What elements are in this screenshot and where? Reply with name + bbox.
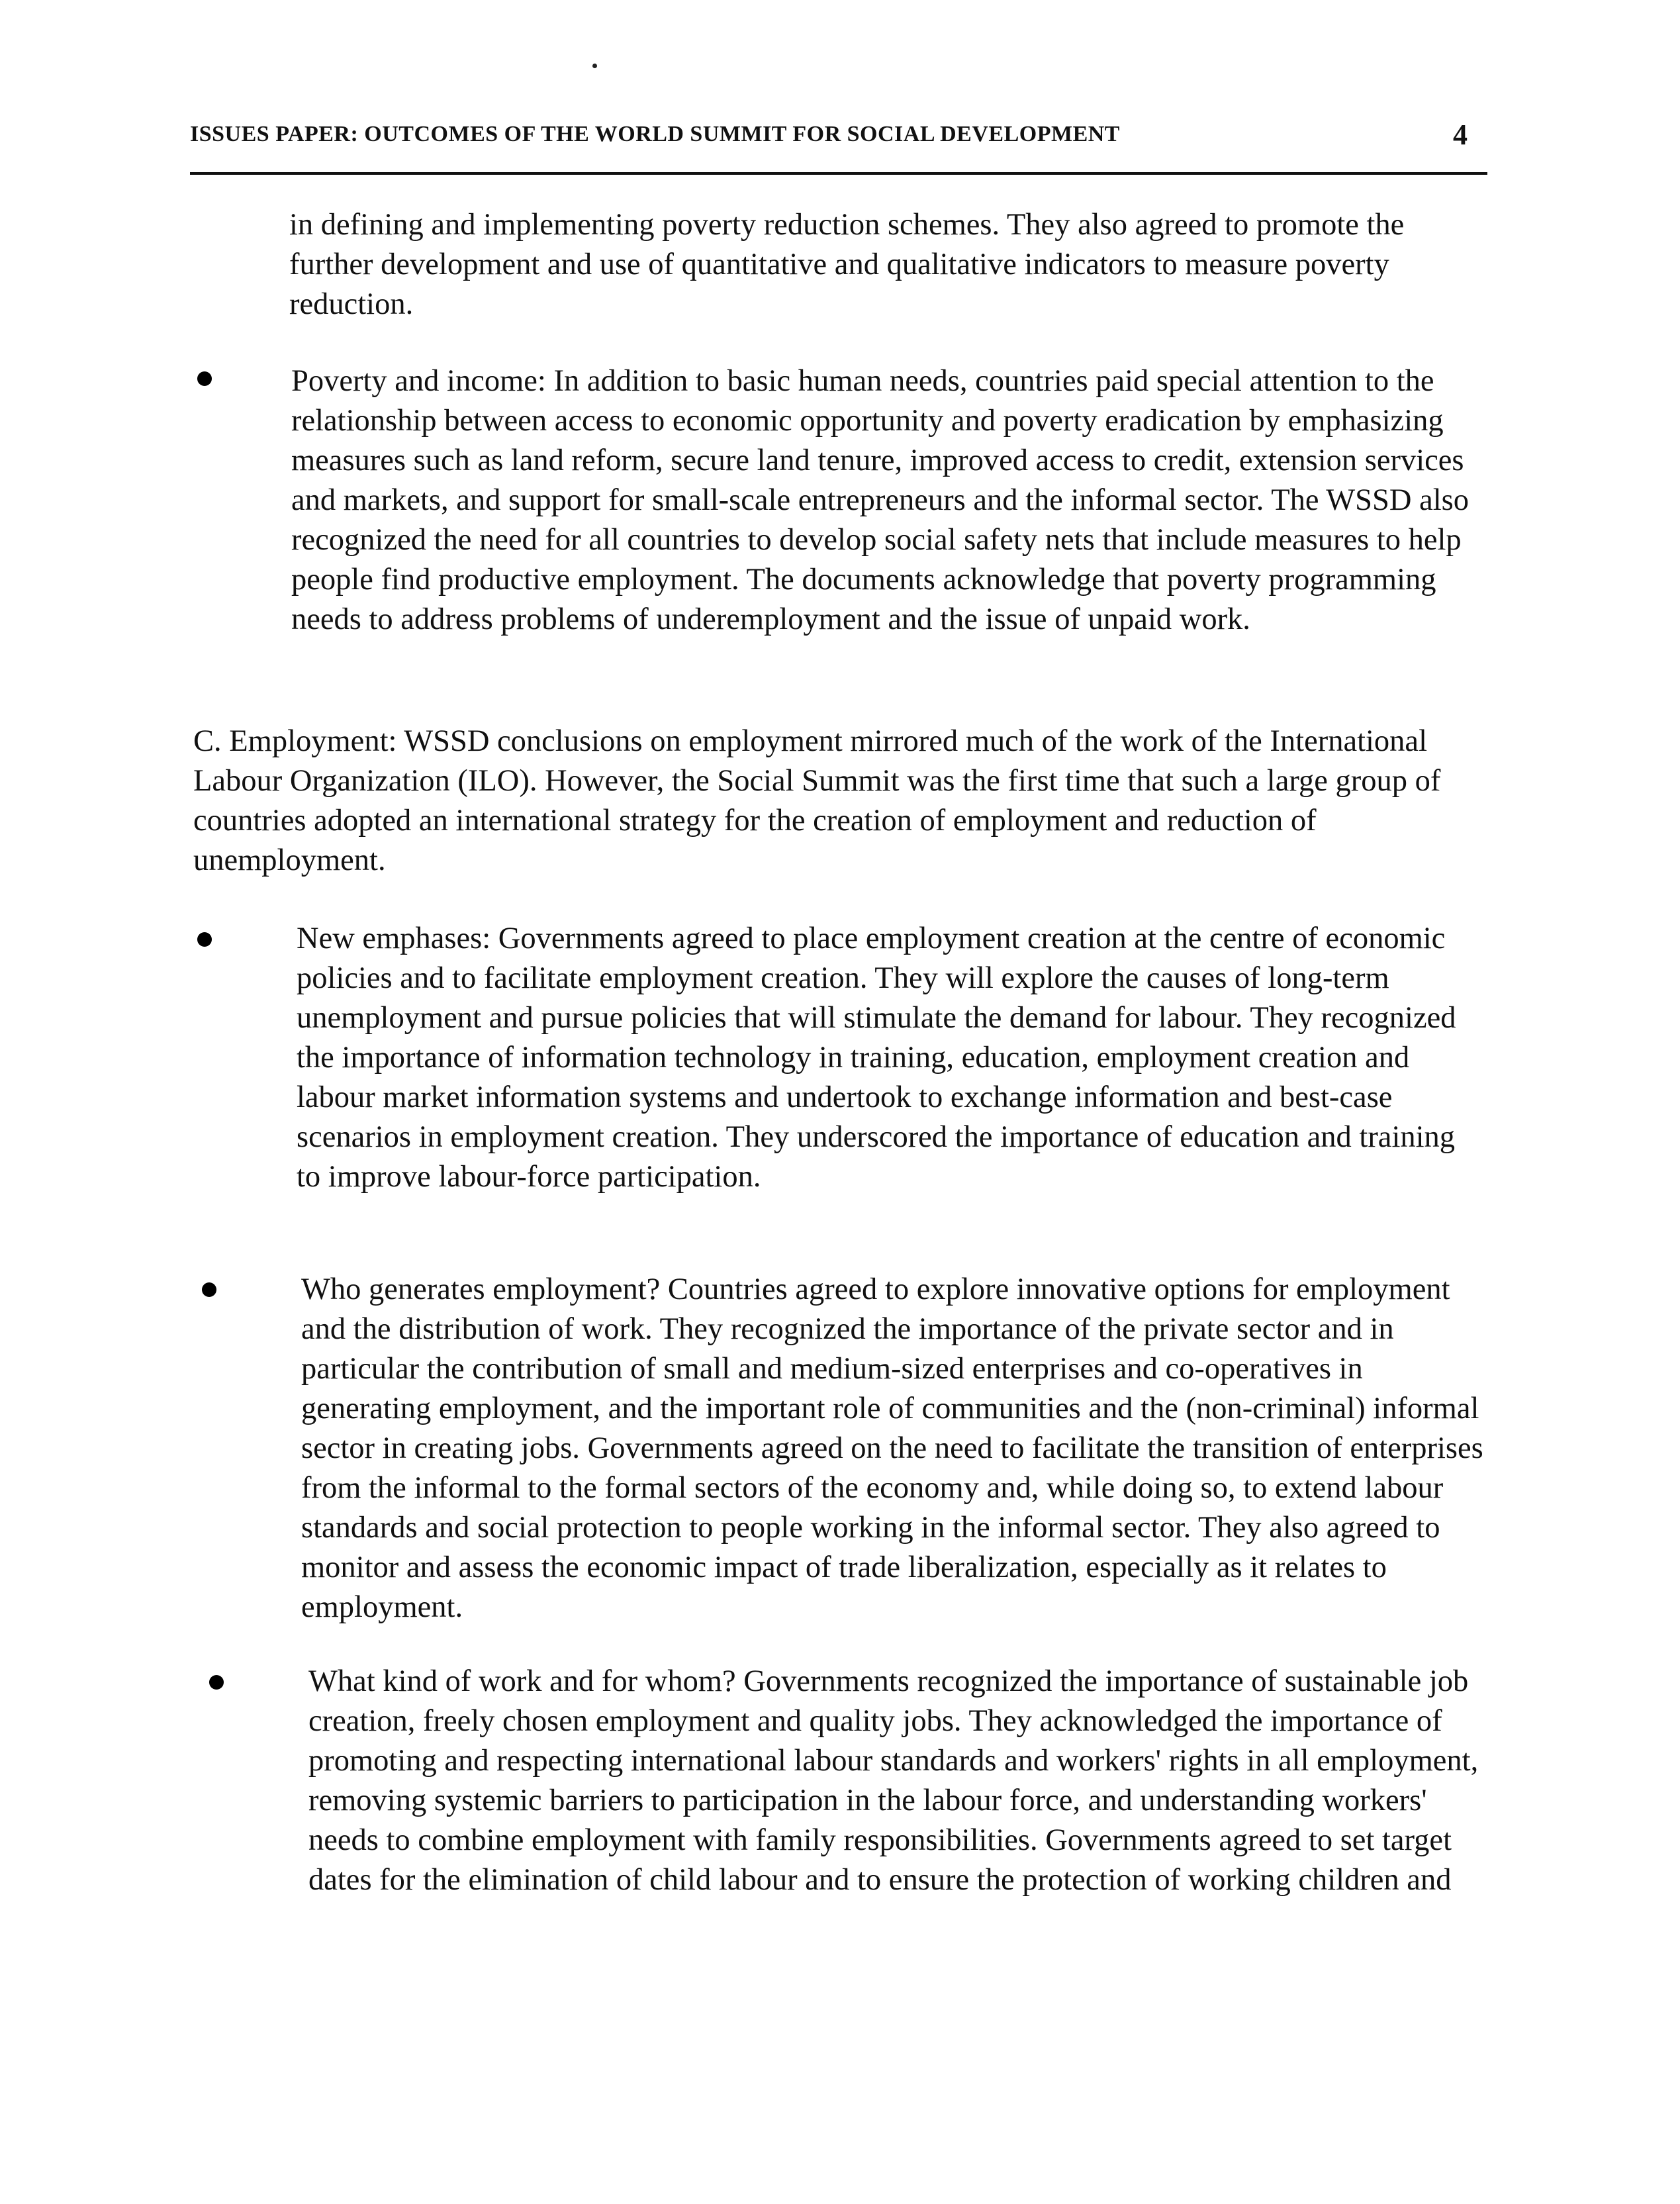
running-header [190, 118, 1487, 169]
section-c-employment [193, 722, 1484, 881]
scan-speck [592, 64, 597, 68]
bullet-text: Countries agreed to explore innovative options for employment and the distribution of work. They recognized the importance of the private sector and in particular the contribution of small and medium-sized enterprises and co-operatives in generating employment, and the important role of communities and the (non-criminal) informal sector in creating jobs. Governments agreed on the need to facilitate the transition of enterprises from the informal to the formal sectors of the economy and, while doing so, to extend labour standards and social protection to people working in the informal sector. They also agreed to monitor and assess the economic impact of trade liberalization, especially as it relates to employment. [301, 1272, 1483, 1624]
bullet-text: In addition to basic human needs, countries paid special attention to the relationship between access to economic opportunity and poverty eradication by emphasizing measures such as land reform, secure land tenure, improved access to credit, extension services and markets, and support for small-scale entrepreneurs and the informal sector. The WSSD also recognized the need for all countries to develop social safety nets that include measures to help people find productive employment. The documents acknowledge that poverty programming needs to address problems of underemployment and the issue of unpaid work. [291, 364, 1469, 636]
bullet-poverty-income [291, 361, 1476, 640]
section-text: WSSD conclusions on employment mirrored much of the work of the International Labour Organization (ILO). However, the Social Summit was the first time that such a large group of countries adopted an international strategy for the creation of employment and reduction of unemployment. [193, 724, 1441, 877]
bullet-lead: What kind of work and for whom? [308, 1664, 736, 1698]
bullet-text: Governments agreed to place employment creation at the centre of economic policies and to facilitate employment creation. They will explore the causes of long-term unemployment and pursue policies that will stimulate the demand for labour. They recognized the importance of information technology in training, education, employment creation and labour market information systems and undertook to exchange information and best-case scenarios in employment creation. They underscored the importance of education and training to improve labour-force participation. [297, 922, 1456, 1194]
bullet-who-generates-employment [301, 1270, 1486, 1627]
bullet-icon [197, 932, 212, 947]
bullet-icon [202, 1282, 216, 1297]
header-rule [190, 172, 1487, 175]
bullet-lead: Who generates employment? [301, 1272, 661, 1306]
bullet-text: Governments recognized the importance of sustainable job creation, freely chosen employment and quality jobs. They acknowledged the importance of promoting and respecting international labour standards and workers' rights in all employment, removing systemic barriers to participation in the labour force, and understanding workers' needs to combine employment with family responsibilities. Governments agreed to set target dates for the elimination of child labour and to ensure the protection of working children and [308, 1664, 1479, 1897]
bullet-icon [197, 371, 212, 386]
section-lead: C. Employment: [193, 724, 397, 758]
bullet-new-emphases [297, 919, 1481, 1197]
page-number: 4 [1453, 119, 1468, 151]
bullet-icon [209, 1675, 224, 1690]
header-title: ISSUES PAPER: OUTCOMES OF THE WORLD SUMMIT FOR SOCIAL DEVELOPMENT [190, 122, 1120, 146]
bullet-lead: Poverty and income: [291, 364, 546, 398]
continuation-paragraph: in defining and implementing poverty reduction schemes. They also agreed to promote the further development and use of quantitative and qualitative indicators to measure poverty reduction. [289, 208, 1405, 321]
bullet-what-kind-of-work [308, 1662, 1493, 1900]
bullet-lead: New emphases: [297, 922, 491, 955]
